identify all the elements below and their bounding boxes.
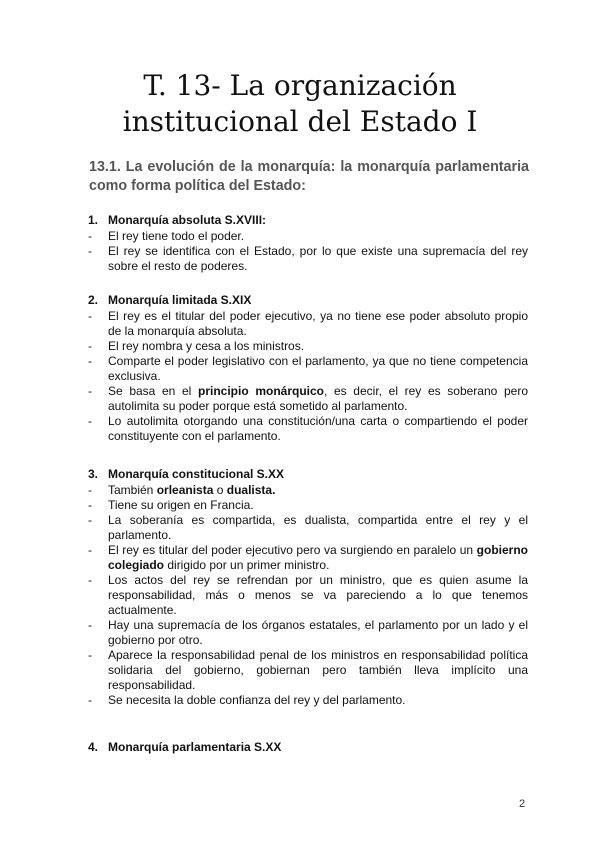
section-heading-text: Monarquía parlamentaria S.XX xyxy=(108,740,282,754)
list-item-text xyxy=(108,483,528,498)
section-subtitle: 13.1. La evolución de la monarquía: la monarquía parlamentaria como forma política del Estado: xyxy=(89,159,529,194)
list-item xyxy=(88,244,528,274)
section-heading xyxy=(88,213,528,228)
text-run: Se basa en el xyxy=(108,384,198,398)
list-item-text: Los actos del rey se refrendan por un ministro, que es quien asume la responsabilidad, más o menos se va pareciendo a lo que tenemos actualmente. xyxy=(108,573,528,617)
section-monarquia-parlamentaria xyxy=(88,740,528,756)
section-heading xyxy=(88,467,528,482)
section-number: 1. xyxy=(88,213,99,227)
list-item-text: Aparece la responsabilidad penal de los ministros en responsabilidad política solidaria del gobierno, gobiernan pero también lleva implícito una responsabilidad. xyxy=(108,648,528,692)
section-heading-text: Monarquía limitada S.XIX xyxy=(108,293,252,307)
text-run: El rey es titular del poder ejecutivo pero va surgiendo en paralelo un xyxy=(108,543,477,557)
section-number: 3. xyxy=(88,467,99,481)
bullet-dash: - xyxy=(88,483,92,497)
list-item xyxy=(88,483,528,498)
list-item-text: El rey nombra y cesa a los ministros. xyxy=(108,339,305,353)
section-monarquia-limitada xyxy=(88,293,528,444)
list-item-text: Hay una supremacía de los órganos estatales, el parlamento por un lado y el gobierno por otro. xyxy=(108,618,528,647)
section-heading-text: Monarquía absoluta S.XVIII: xyxy=(108,213,267,227)
text-run: dirigido por un primer ministro. xyxy=(164,558,330,572)
text-run: , es decir, el rey es soberano pero autolimita su poder porque está sometido al parlamento. xyxy=(108,384,528,413)
list-item xyxy=(88,618,528,648)
bullet-dash: - xyxy=(88,244,92,258)
list-item-text xyxy=(108,384,528,414)
bullet-dash: - xyxy=(88,618,92,632)
list-item xyxy=(88,648,528,693)
list-item xyxy=(88,229,528,244)
list-item-text: El rey tiene todo el poder. xyxy=(108,229,245,243)
list-item xyxy=(88,309,528,339)
bold-term: principio monárquico xyxy=(198,384,324,398)
list-item xyxy=(88,498,528,513)
section-number: 4. xyxy=(88,740,99,754)
bold-term: gobierno colegiado xyxy=(108,543,528,572)
list-item-text: El rey se identifica con el Estado, por lo que existe una supremacía del rey sobre el resto de poderes. xyxy=(108,244,528,273)
list-item xyxy=(88,573,528,618)
list-item-text xyxy=(108,543,528,573)
bullet-dash: - xyxy=(88,543,92,557)
section-heading xyxy=(88,293,528,308)
bullet-dash: - xyxy=(88,573,92,587)
list-item-text: La soberanía es compartida, es dualista, compartida entre el rey y el parlamento. xyxy=(108,513,528,542)
bullet-dash: - xyxy=(88,498,92,512)
list-item-text: El rey es el titular del poder ejecutivo, ya no tiene ese poder absoluto propio de la monarquía absoluta. xyxy=(108,309,528,338)
bold-term: orleanista xyxy=(156,483,214,497)
list-item xyxy=(88,414,528,444)
bullet-dash: - xyxy=(88,648,92,662)
bullet-dash: - xyxy=(88,309,92,323)
text-run: También xyxy=(108,483,157,497)
list-item xyxy=(88,384,528,414)
page-number: 2 xyxy=(519,798,526,810)
section-heading-text: Monarquía constitucional S.XX xyxy=(108,467,285,481)
list-item xyxy=(88,513,528,543)
page-title: T. 13- La organización institucional del Estado I xyxy=(122,69,478,138)
section-heading xyxy=(88,740,528,755)
list-item xyxy=(88,354,528,384)
list-item xyxy=(88,339,528,354)
section-monarquia-constitucional xyxy=(88,467,528,708)
bullet-dash: - xyxy=(88,339,92,353)
list-item-text: Tiene su origen en Francia. xyxy=(108,498,254,512)
bullet-dash: - xyxy=(88,229,92,243)
bullet-dash: - xyxy=(88,414,92,428)
list-item-text: Se necesita la doble confianza del rey y del parlamento. xyxy=(108,693,406,707)
bullet-dash: - xyxy=(88,513,92,527)
list-item xyxy=(88,693,528,708)
list-item xyxy=(88,543,528,573)
section-monarquia-absoluta xyxy=(88,213,528,274)
bold-term: dualista. xyxy=(226,483,276,497)
bullet-dash: - xyxy=(88,693,92,707)
list-item-text: Comparte el poder legislativo con el parlamento, ya que no tiene competencia exclusiva. xyxy=(108,354,528,383)
section-number: 2. xyxy=(88,293,99,307)
text-run: o xyxy=(213,483,227,497)
list-item-text: Lo autolimita otorgando una constitución/una carta o compartiendo el poder constituyente con el parlamento. xyxy=(108,414,528,443)
bullet-dash: - xyxy=(88,354,92,368)
bullet-dash: - xyxy=(88,384,92,398)
